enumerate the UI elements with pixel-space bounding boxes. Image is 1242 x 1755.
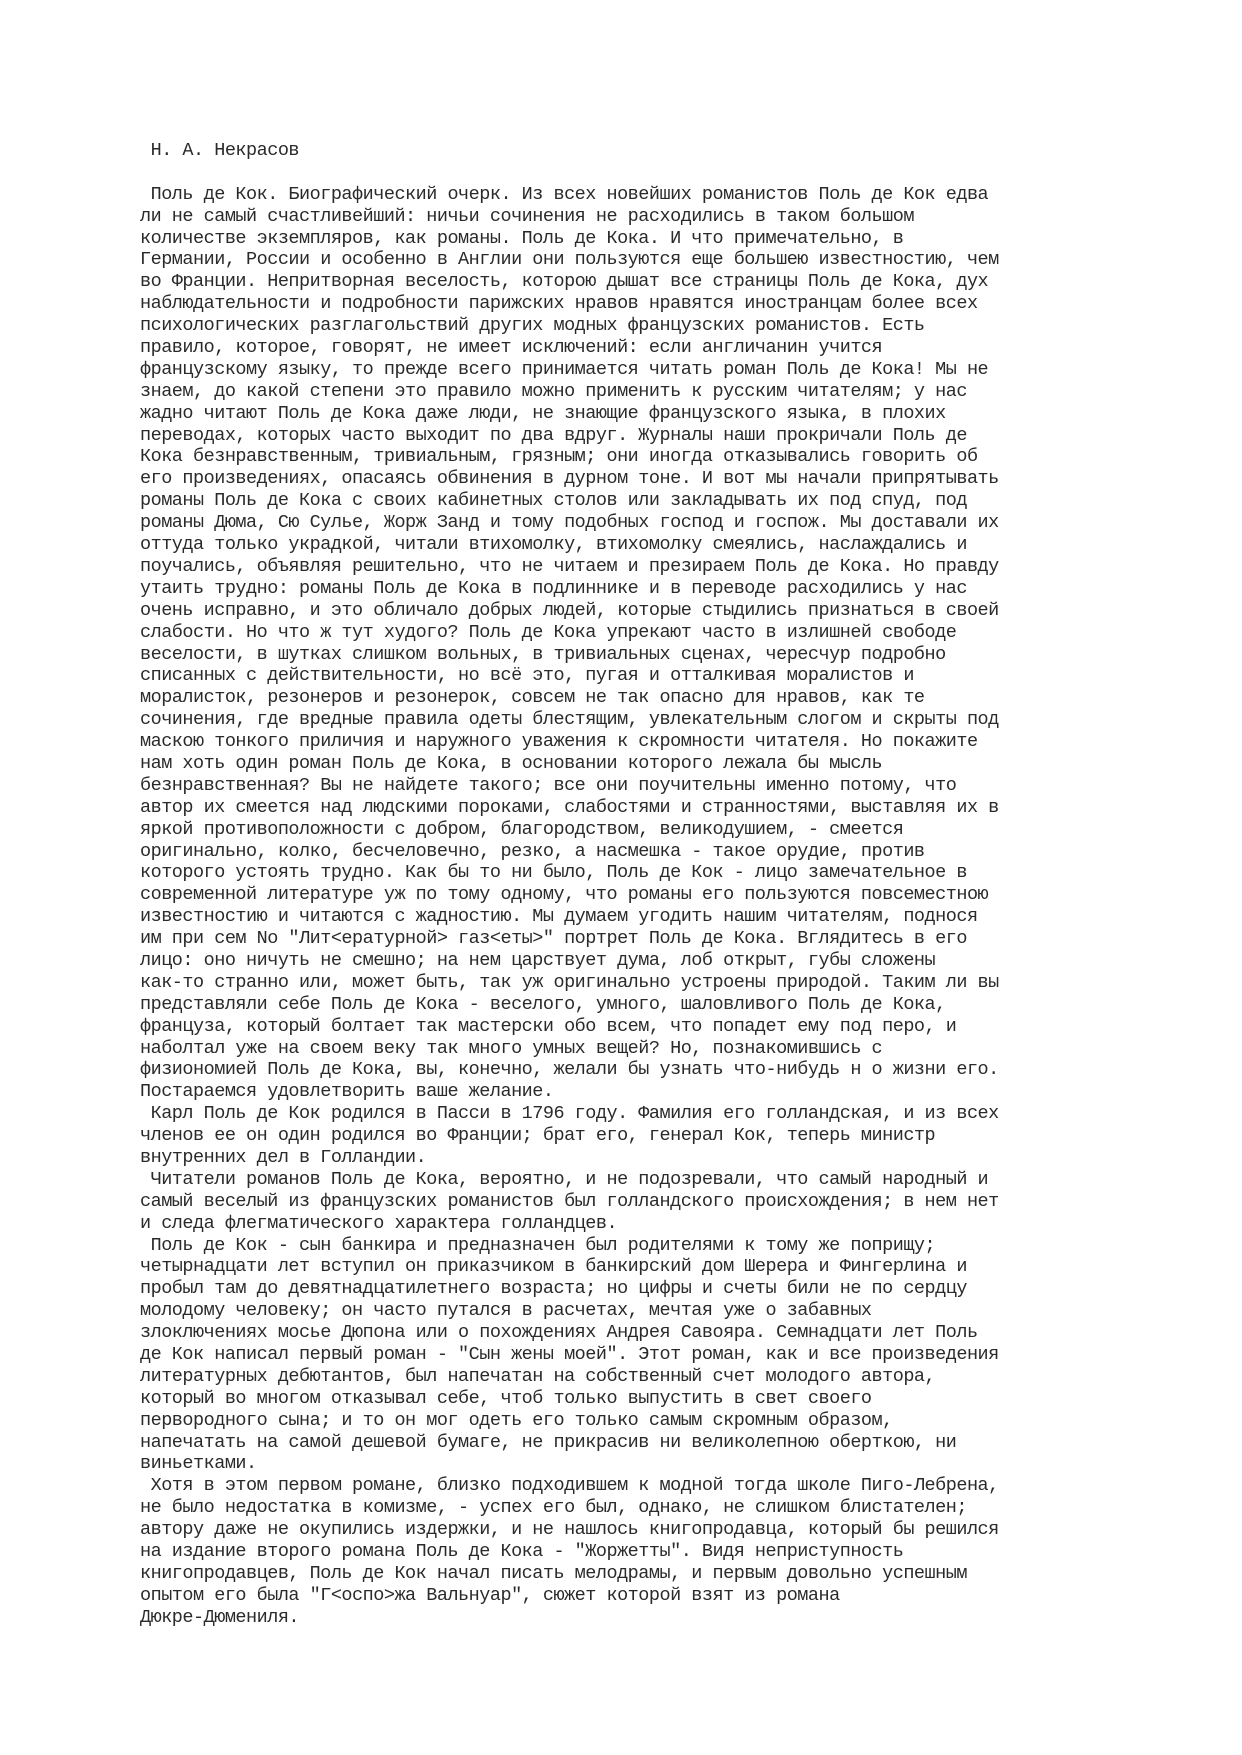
text-line: Германии, России и особенно в Англии они пользуются еще большею известностию, чем <box>140 249 999 271</box>
text-line: французскому языку, то прежде всего принимается читать роман Поль де Кока! Мы не <box>140 358 989 380</box>
text-line: поучались, объявляя решительно, что не читаем и презираем Поль де Кока. Но правду <box>140 555 999 577</box>
text-line: и следа флегматического характера голландцев. <box>140 1212 618 1234</box>
text-line: француза, который болтает так мастерски обо всем, что попадет ему под перо, и <box>140 1015 957 1037</box>
text-line: как-то странно или, может быть, так уж оригинально устроены природой. Таким ли вы <box>140 971 999 993</box>
text-line: психологических разглагольствий других модных французских романистов. Есть <box>140 315 925 337</box>
text-line: наболтал уже на своем веку так много умных вещей? Но, познакомившись с <box>140 1037 883 1059</box>
text-line: литературных дебютантов, был напечатан на собственный счет молодого автора, <box>140 1365 936 1387</box>
text-line: де Кок написал первый роман - "Сын жены моей". Этот роман, как и все произведения <box>140 1344 999 1365</box>
text-line: не было недостатка в комизме, - успех его был, однако, не слишком блистателен; <box>140 1497 967 1519</box>
text-line: первородного сына; и то он мог одеть его только самым скромным образом, <box>140 1409 893 1431</box>
text-line: ли не самый счастливейший: ничьи сочинения не расходились в таком большом <box>140 205 914 227</box>
text-line: молодому человеку; он часто путался в расчетах, мечтая уже о забавных <box>140 1300 872 1322</box>
text-line: внутренних дел в Голландии. <box>140 1146 427 1168</box>
text-line: нам хоть один роман Поль де Кока, в основании которого лежала бы мысль <box>140 752 883 774</box>
text-line: знаем, до какой степени это правило можно применить к русским читателям; у нас <box>140 380 967 402</box>
text-line: известностию и читаются с жадностию. Мы думаем угодить нашим читателям, поднося <box>140 906 978 928</box>
text-line: которого устоять трудно. Как бы то ни было, Поль де Кок - лицо замечательное в <box>140 862 967 884</box>
text-line: Читатели романов Поль де Кока, вероятно, и не подозревали, что самый народный и <box>140 1168 989 1190</box>
text-line: переводах, которых часто выходит по два вдруг. Журналы наши прокричали Поль де <box>140 424 967 446</box>
text-lines <box>140 184 1140 1629</box>
text-line: количестве экземпляров, как романы. Поль де Кока. И что примечательно, в <box>140 227 904 249</box>
text-line: романы Поль де Кока с своих кабинетных столов или закладывать их под спуд, под <box>140 490 967 512</box>
text-line: четырнадцати лет вступил он приказчиком в банкирский дом Шерера и Фингерлина и <box>140 1256 967 1278</box>
text-line: Дюкре-Дюмениля. <box>140 1606 300 1628</box>
text-line: им при сем No "Лит<ературной> газ<еты>" портрет Поль де Кока. Вглядитесь в его <box>140 928 967 950</box>
text-line: представляли себе Поль де Кока - веселого, умного, шаловливого Поль де Кока, <box>140 993 946 1015</box>
blank-line <box>140 162 1140 184</box>
text-line: опытом его была "Г<оспо>жа Вальнуар", сюжет которой взят из романа <box>140 1584 840 1606</box>
text-line: яркой противоположности с добром, благородством, великодушием, - смеется <box>140 818 904 840</box>
text-line: утаить трудно: романы Поль де Кока в подлиннике и в переводе расходились у нас <box>140 577 967 599</box>
text-line: физиономией Поль де Кока, вы, конечно, желали бы узнать что-нибудь н о жизни его. <box>140 1059 999 1081</box>
text-line: слабости. Но что ж тут худого? Поль де Кока упрекают часто в излишней свободе <box>140 621 957 643</box>
text-line: безнравственная? Вы не найдете такого; все они поучительны именно потому, что <box>140 774 957 796</box>
text-line: маскою тонкого приличия и наружного уважения к скромности читателя. Но покажите <box>140 731 978 753</box>
text-line: сочинения, где вредные правила одеты блестящим, увлекательным слогом и скрыты под <box>140 709 999 731</box>
text-line: пробыл там до девятнадцатилетнего возраста; но цифры и счеты били не по сердцу <box>140 1278 967 1300</box>
text-line: лицо: оно ничуть не смешно; на нем царствует дума, лоб открыт, губы сложены <box>140 949 936 971</box>
text-line: оригинально, колко, бесчеловечно, резко, а насмешка - такое орудие, против <box>140 840 925 862</box>
text-line: автору даже не окупились издержки, и не нашлось книгопродавца, который бы решился <box>140 1519 999 1541</box>
text-line: Кока безнравственным, тривиальным, грязным; они иногда отказывались говорить об <box>140 446 978 468</box>
text-line: самый веселый из французских романистов был голландского происхождения; в нем нет <box>140 1190 999 1212</box>
text-line: правило, которое, говорят, не имеет исключений: если англичанин учится <box>140 337 883 359</box>
text-line: романы Дюма, Сю Сулье, Жорж Занд и тому подобных господ и госпож. Мы доставали их <box>140 512 999 534</box>
text-line: веселости, в шутках слишком вольных, в тривиальных сценах, чересчур подробно <box>140 643 946 665</box>
text-line: злоключениях мосье Дюпона или о похождениях Андрея Савояра. Семнадцати лет Поль <box>140 1322 978 1344</box>
text-line: наблюдательности и подробности парижских нравов нравятся иностранцам более всех <box>140 293 978 315</box>
text-line: книгопродавцев, Поль де Кок начал писать мелодрамы, и первым довольно успешным <box>140 1562 967 1584</box>
text-line: очень исправно, и это обличало добрых людей, которые стыдились признаться в своей <box>140 599 999 621</box>
author-heading: Н. А. Некрасов <box>140 140 300 161</box>
text-line: оттуда только украдкой, читали втихомолку, втихомолку смеялись, наслаждались и <box>140 534 967 556</box>
text-line: напечатать на самой дешевой бумаге, не прикрасив ни великолепною оберткою, ни <box>140 1431 957 1453</box>
text-line: списанных с действительности, но всё это, пугая и отталкивая моралистов и <box>140 665 914 687</box>
text-line: Карл Поль де Кок родился в Пасси в 1796 году. Фамилия его голландская, и из всех <box>140 1103 999 1125</box>
text-line: современной литературе уж по тому одному, что романы его пользуются повсеместною <box>140 884 989 906</box>
text-line: Поль де Кок - сын банкира и предназначен был родителями к тому же поприщу; <box>140 1234 936 1256</box>
text-line: членов ее он один родился во Франции; брат его, генерал Кок, теперь министр <box>140 1125 936 1147</box>
text-line: его произведениях, опасаясь обвинения в дурном тоне. И вот мы начали припрятывать <box>140 468 999 490</box>
text-line: жадно читают Поль де Кока даже люди, не знающие французского языка, в плохих <box>140 402 946 424</box>
text-line: Поль де Кок. Биографический очерк. Из всех новейших романистов Поль де Кок едва <box>140 183 989 205</box>
text-line: на издание второго романа Поль де Кока - "Жоржетты". Видя неприступность <box>140 1541 904 1563</box>
text-line: Постараемся удовлетворить ваше желание. <box>140 1081 554 1103</box>
text-line: моралисток, резонеров и резонерок, совсем не так опасно для нравов, как те <box>140 687 925 709</box>
text-line: который во многом отказывал себе, чтоб только выпустить в свет своего <box>140 1387 872 1409</box>
document-body <box>140 140 1140 1629</box>
text-line: виньетками. <box>140 1453 257 1475</box>
text-line: Хотя в этом первом романе, близко подходившем к модной тогда школе Пиго-Лебрена, <box>140 1475 999 1497</box>
text-line: автор их смеется над людскими пороками, слабостями и странностями, выставляя их в <box>140 796 999 818</box>
text-line: во Франции. Непритворная веселость, которою дышат все страницы Поль де Кока, дух <box>140 271 989 293</box>
